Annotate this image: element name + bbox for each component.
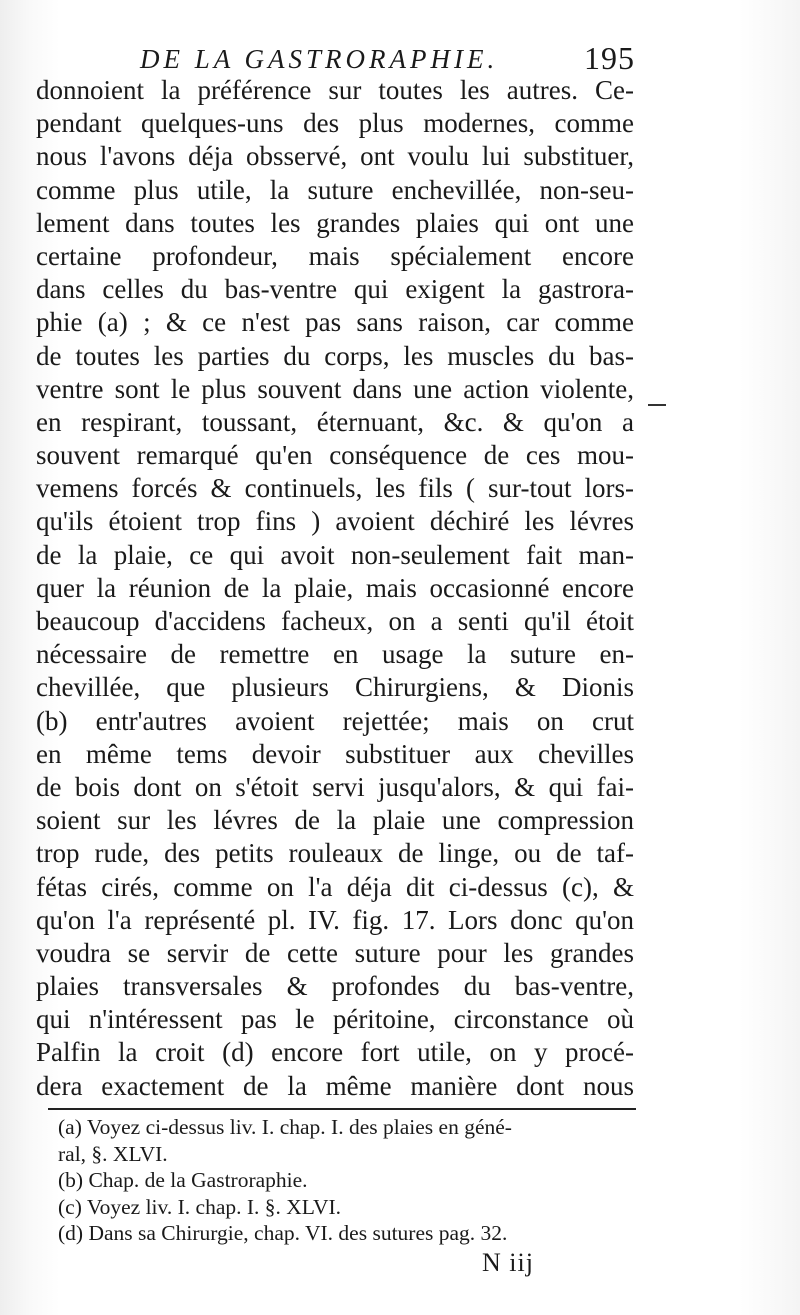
text-line: de toutes les parties du corps, les muscles du bas- (36, 340, 634, 371)
text-line: dera exactement de la même manière dont nous (36, 1070, 634, 1101)
text-line: en même tems devoir substituer aux chevilles (36, 738, 634, 769)
margin-dash (648, 404, 666, 406)
text-line: certaine profondeur, mais spécialement encore (36, 240, 634, 271)
text-line: phie (a) ; & ce n'est pas sans raison, car comme (36, 307, 634, 338)
text-line: beaucoup d'accidens facheux, on a senti qu'il étoit (36, 606, 634, 636)
footnotes (58, 1114, 638, 1247)
text-line: comme plus utile, la suture enchevillée, non-seu- (36, 174, 634, 205)
text-line: qui n'intéressent pas le péritoine, circonstance où (36, 1004, 634, 1035)
text-line: soient sur les lévres de la plaie une compression (36, 805, 634, 836)
text-line: lement dans toutes les grandes plaies qui ont une (36, 207, 634, 238)
footnote-a-continued: ral, §. XLVI. (58, 1141, 168, 1166)
text-line: chevillée, que plusieurs Chirurgiens, & Dionis (36, 672, 634, 703)
text-line: qu'on l'a représenté pl. IV. fig. 17. Lors donc qu'on (36, 904, 634, 935)
running-title: DE LA GASTRORAPHIE. (140, 44, 499, 74)
page-number: 195 (584, 40, 635, 76)
text-line: souvent remarqué qu'en conséquence de ces mou- (36, 440, 634, 471)
text-line: plaies transversales & profondes du bas-ventre, (36, 971, 634, 1002)
text-line: nécessaire de remettre en usage la suture en- (36, 639, 634, 670)
text-line: de la plaie, ce qui avoit non-seulement fait man- (36, 539, 634, 570)
text-line: nous l'avons déja obsservé, ont voulu lui substituer, (36, 141, 634, 172)
text-line: qu'ils étoient trop fins ) avoient déchiré les lévres (36, 506, 634, 537)
text-line: dans celles du bas-ventre qui exigent la gastrora- (36, 274, 634, 305)
text-line: en respirant, toussant, éternuant, &c. & qu'on a (36, 406, 634, 437)
text-line: de bois dont on s'étoit servi jusqu'alors, & qui fai- (36, 771, 634, 802)
body-text (36, 74, 634, 1103)
text-line: donnoient la préférence sur toutes les autres. Ce- (36, 75, 634, 105)
text-line: trop rude, des petits rouleaux de linge, ou de taf- (36, 838, 634, 869)
text-line: vemens forcés & continuels, les fils ( sur-tout lors- (36, 473, 634, 504)
footnote-b: (b) Chap. de la Gastroraphie. (58, 1168, 308, 1192)
text-line: pendant quelques-uns des plus modernes, comme (36, 108, 634, 139)
text-line: (b) entr'autres avoient rejettée; mais on crut (36, 705, 634, 736)
text-line: ventre sont le plus souvent dans une action violente, (36, 373, 634, 404)
text-line: quer la réunion de la plaie, mais occasionné encore (36, 572, 634, 603)
text-line: voudra se servir de cette suture pour les grandes (36, 937, 634, 968)
footnote-c: (c) Voyez liv. I. chap. I. §. XLVI. (58, 1194, 342, 1219)
text-line: fétas cirés, comme on l'a déja dit ci-dessus (c), & (36, 871, 634, 902)
footnote-rule (48, 1108, 636, 1110)
footnote-a: (a) Voyez ci-dessus liv. I. chap. I. des plaies en géné- (58, 1115, 512, 1139)
signature-mark: N iij (482, 1248, 534, 1277)
footnote-d: (d) Dans sa Chirurgie, chap. VI. des sutures pag. 32. (58, 1221, 508, 1245)
text-line: Palfin la croit (d) encore fort utile, on y procé- (36, 1037, 634, 1068)
